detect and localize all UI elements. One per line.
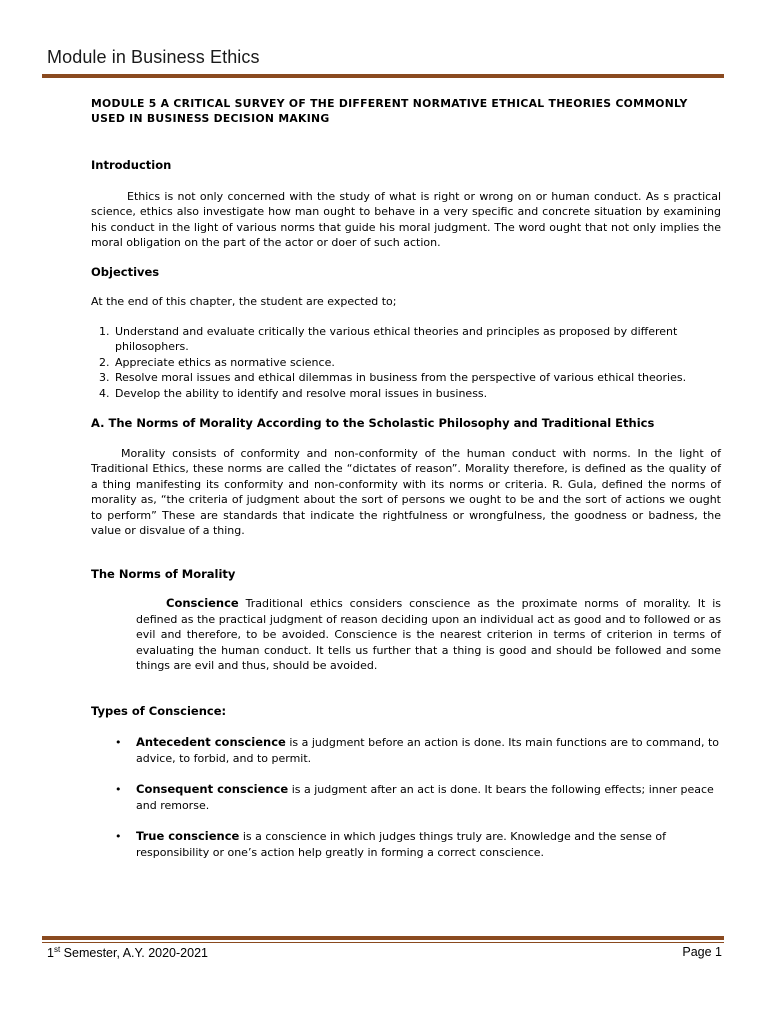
module-title	[91, 96, 721, 126]
conscience-type-text: is a judgment before an action is done. Its main functions are to command, to advice, to forbid, and to permit.	[136, 736, 720, 765]
document-content	[91, 96, 721, 876]
objectives-intro: At the end of this chapter, the student are expected to;	[91, 295, 397, 308]
objective-item: 1. Understand and evaluate critically the various ethical theories and principles as proposed by different philosophers.	[113, 324, 721, 355]
module-title-line1: MODULE 5 A CRITICAL SURVEY OF THE DIFFERENT NORMATIVE ETHICAL THEORIES COMMONLY	[91, 97, 688, 110]
header-title: Module in Business Ethics	[47, 47, 260, 67]
bullet-icon: •	[115, 830, 122, 843]
semester-superscript: st	[53, 945, 61, 954]
introduction-heading: Introduction	[91, 158, 172, 172]
conscience-type-term: True conscience	[136, 829, 240, 843]
objective-item: 3. Resolve moral issues and ethical dilemmas in business from the perspective of various ethical theories.	[113, 370, 721, 386]
semester-number: 1	[47, 946, 54, 961]
types-heading: Types of Conscience:	[91, 703, 227, 718]
conscience-type-text: is a conscience in which judges things truly are. Knowledge and the sense of responsibility or one’s action help greatly in forming a correct conscience.	[136, 830, 667, 859]
objectives-heading: Objectives	[91, 264, 160, 279]
bullet-icon: •	[115, 783, 122, 796]
objectives-list	[91, 324, 721, 402]
conscience-type-term: Consequent conscience	[136, 782, 289, 796]
norms-body	[136, 596, 721, 674]
footer-rule	[42, 936, 724, 940]
norms-heading: The Norms of Morality	[91, 566, 236, 581]
module-title-line2: USED IN BUSINESS DECISION MAKING	[91, 112, 330, 125]
section-a-heading: A. The Norms of Morality According to the Scholastic Philosophy and Traditional Ethics	[91, 416, 655, 430]
conscience-types-list	[91, 735, 721, 860]
section-a-body: Morality consists of conformity and non-conformity of the human conduct with norms. In the light of Traditional Ethics, these norms are called the “dictates of reason”. Morality therefore, is defined as the quality of a thing manifesting its conformity and non-conformity with its norms or criteria. R. Gula, defined the norms of morality as, “the criteria of judgment about the sort of persons we ought to be and the sort of actions we ought to perform” These are standards that indicate the rightfulness or wrongfulness, the goodness or badness, the value or disvalue of a thing.	[91, 446, 721, 537]
footer-rule-thin	[42, 942, 724, 943]
norms-block	[136, 596, 721, 674]
introduction-body: Ethics is not only concerned with the study of what is right or wrong on or human conduct. As s practical science, ethics also investigate how man ought to behave in a very specific and concrete situation by examining his conduct in the light of various norms that guide his moral judgment. The word ought that not only implies the moral obligation on the part of the actor or doer of such action.	[91, 189, 721, 249]
header-rule	[42, 74, 724, 78]
norms-term: Conscience	[166, 596, 239, 610]
conscience-type-text: is a judgment after an act is done. It bears the following effects; inner peace and remorse.	[136, 783, 714, 812]
bullet-icon: •	[115, 736, 122, 749]
objective-item: 4. Develop the ability to identify and resolve moral issues in business.	[113, 386, 721, 402]
conscience-type-item	[91, 782, 721, 813]
page-number: Page 1	[682, 945, 722, 959]
semester-text: Semester, A.Y. 2020-2021	[60, 946, 208, 961]
footer-semester	[47, 945, 208, 960]
objective-item: 2. Appreciate ethics as normative science.	[113, 355, 721, 371]
conscience-type-item	[91, 829, 721, 860]
conscience-type-item	[91, 735, 721, 766]
conscience-type-term: Antecedent conscience	[136, 735, 286, 749]
norms-text: Traditional ethics considers conscience as the proximate norms of morality. It is defined as the practical judgment of reason deciding upon an individual act as good and to followed or as evil and therefore, to be avoided. Conscience is the nearest criterion in terms of criterion in terms of evaluating the human conduct. It tells us further that a thing is good and should be followed and some things are evil and thus, should be avoided.	[136, 597, 721, 672]
